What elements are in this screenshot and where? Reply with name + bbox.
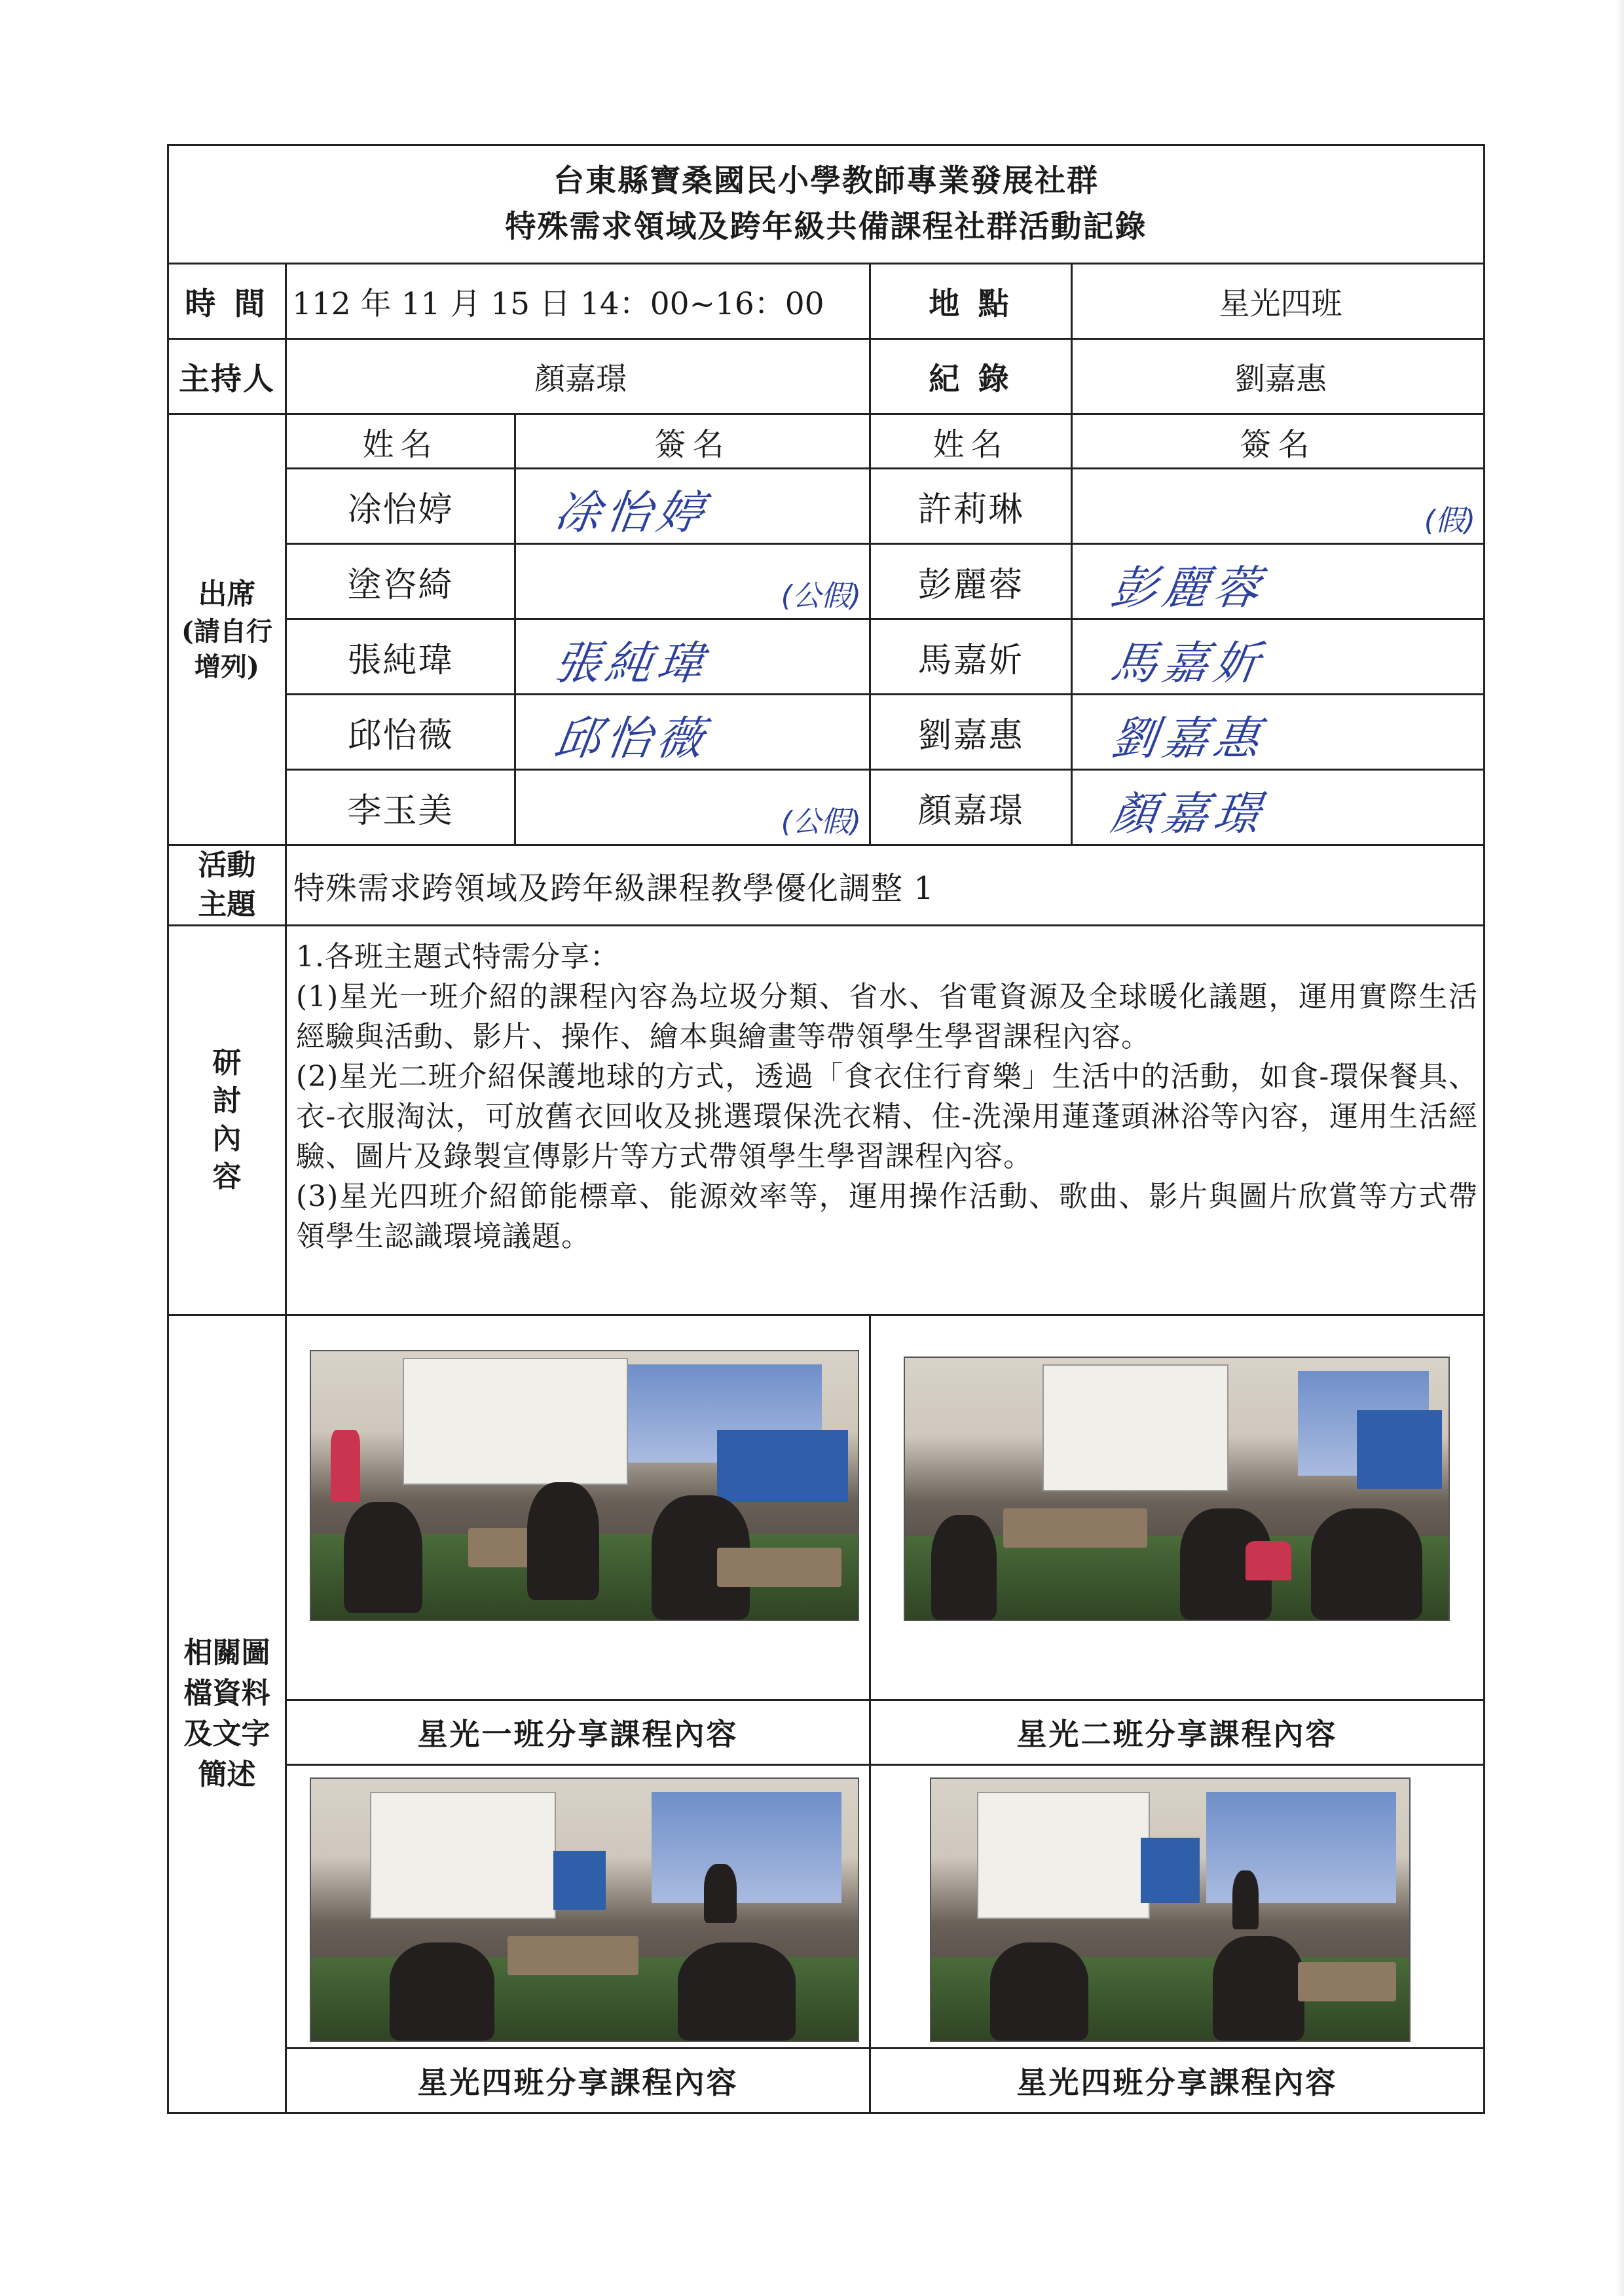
title-line-2: 特殊需求領域及跨年級共備課程社群活動記錄	[505, 209, 1147, 245]
signature-cell	[1072, 469, 1485, 544]
discussion-label-char: 內	[212, 1122, 242, 1156]
discussion-label-char: 討	[212, 1084, 242, 1118]
attendee-name: 劉嘉惠	[870, 695, 1072, 770]
time-label: 時 間	[168, 264, 286, 339]
attendance-row	[168, 469, 1485, 544]
handwritten-signature: 凃怡婷	[551, 486, 712, 539]
place-value: 星光四班	[1072, 264, 1485, 339]
discussion-label-char: 容	[212, 1160, 242, 1194]
photo-cell-2	[870, 1315, 1485, 1700]
attendee-name: 顏嘉璟	[870, 770, 1072, 845]
classroom-photo-1	[310, 1350, 859, 1621]
attendee-name: 邱怡薇	[286, 695, 515, 770]
handwritten-signature: 邱怡薇	[551, 712, 712, 765]
classroom-photo-3	[310, 1777, 859, 2042]
attendee-name: 彭麗蓉	[870, 544, 1072, 619]
col-sign-left: 簽名	[515, 414, 870, 469]
attendee-name: 馬嘉妡	[870, 619, 1072, 695]
leave-note: (假)	[1424, 504, 1476, 538]
activity-record-form	[167, 144, 1485, 2114]
classroom-photo-4	[930, 1777, 1411, 2042]
attendance-row	[168, 544, 1485, 619]
attendance-row	[168, 770, 1485, 845]
handwritten-signature: 顏嘉璟	[1107, 787, 1268, 841]
discussion-label	[168, 926, 286, 1315]
time-value: 112 年 11 月 15 日 14：00~16：00	[286, 264, 870, 339]
photo-caption-2: 星光二班分享課程內容	[870, 1700, 1485, 1765]
signature-cell	[515, 619, 870, 695]
attendance-label-main: 出席	[198, 577, 256, 611]
discussion-content	[286, 926, 1485, 1315]
discussion-item-2: (2)星光二班介紹保護地球的方式，透過「食衣住行育樂」生活中的活動，如食-環保餐具、衣-衣服淘汰，可放舊衣回收及挑選環保洗衣精、住-洗澡用蓮蓬頭淋浴等內容，運用生活經驗、圖片及錄製宣傳影片等方式帶領學生學習課程內容。	[296, 1060, 1479, 1173]
photo-cell-1	[286, 1315, 870, 1700]
handwritten-signature: 劉嘉惠	[1107, 712, 1268, 765]
attendee-name: 凃怡婷	[286, 469, 515, 544]
attendance-row	[168, 695, 1485, 770]
photo-caption-3: 星光四班分享課程內容	[286, 2049, 870, 2113]
photos-label	[168, 1315, 286, 2113]
col-name-left: 姓名	[286, 414, 515, 469]
topic-label	[168, 845, 286, 926]
attendance-label-sub2: 增列)	[194, 651, 259, 682]
photos-label-line: 相關圖	[183, 1636, 270, 1669]
recorder-label: 紀 錄	[870, 339, 1072, 414]
attendance-label-sub1: (請自行	[181, 615, 272, 647]
col-name-right: 姓名	[870, 414, 1072, 469]
topic-label-line2: 主題	[198, 888, 256, 921]
handwritten-signature: 馬嘉妡	[1107, 636, 1268, 690]
signature-cell	[1072, 695, 1485, 770]
photos-label-line: 簡述	[198, 1758, 256, 1791]
attendee-name: 張純瑋	[286, 619, 515, 695]
attendee-name: 李玉美	[286, 770, 515, 845]
discussion-item-1: (1)星光一班介紹的課程內容為垃圾分類、省水、省電資源及全球暖化議題，運用實際生活經驗與活動、影片、操作、繪本與繪畫等帶領學生學習課程內容。	[296, 980, 1479, 1053]
title-line-1: 台東縣寶桑國民小學教師專業發展社群	[553, 163, 1099, 199]
handwritten-signature: 彭麗蓉	[1107, 561, 1268, 615]
host-value: 顏嘉璟	[286, 339, 870, 414]
topic-label-line1: 活動	[198, 848, 256, 882]
signature-cell	[1072, 544, 1485, 619]
signature-cell	[1072, 619, 1485, 695]
attendance-label	[168, 414, 286, 845]
recorder-value: 劉嘉惠	[1072, 339, 1485, 414]
photos-label-line: 檔資料	[183, 1677, 270, 1710]
photos-label-line: 及文字	[183, 1717, 270, 1751]
signature-cell	[515, 770, 870, 845]
host-label: 主持人	[168, 339, 286, 414]
signature-cell	[1072, 770, 1485, 845]
photo-cell-4	[870, 1765, 1485, 2049]
discussion-item-3: (3)星光四班介紹節能標章、能源效率等，運用操作活動、歌曲、影片與圖片欣賞等方式帶領學生認識環境議題。	[296, 1180, 1479, 1253]
signature-cell	[515, 695, 870, 770]
attendee-name: 許莉琳	[870, 469, 1072, 544]
photo-caption-4: 星光四班分享課程內容	[870, 2049, 1485, 2113]
classroom-photo-2	[904, 1357, 1450, 1621]
leave-note: (公假)	[781, 579, 861, 613]
page-edge	[1616, 0, 1624, 2296]
discussion-label-char: 研	[212, 1046, 242, 1080]
photo-caption-1: 星光一班分享課程內容	[286, 1700, 870, 1765]
attendance-row	[168, 619, 1485, 695]
place-label: 地 點	[870, 264, 1072, 339]
discussion-heading: 1.各班主題式特需分享：	[296, 940, 619, 974]
topic-value: 特殊需求跨領域及跨年級課程教學優化調整 1	[286, 845, 1485, 926]
signature-cell	[515, 469, 870, 544]
signature-cell	[515, 544, 870, 619]
col-sign-right: 簽名	[1072, 414, 1485, 469]
attendee-name: 塗咨綺	[286, 544, 515, 619]
photo-cell-3	[286, 1765, 870, 2049]
document-title	[168, 145, 1485, 264]
leave-note: (公假)	[781, 805, 861, 839]
handwritten-signature: 張純瑋	[551, 636, 712, 690]
